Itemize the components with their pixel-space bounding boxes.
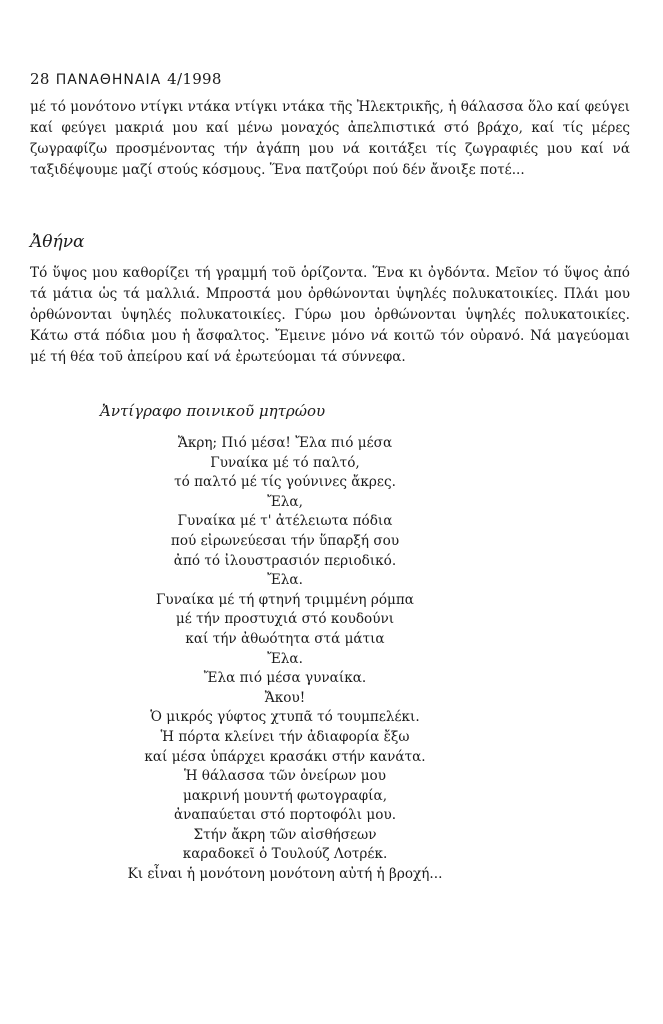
poem-line: Ἄκου!: [264, 689, 306, 706]
poem-line: τό παλτό μέ τίς γούνινες ἄκρες.: [174, 474, 396, 491]
poem-line: πού εἰρωνεύεσαι τήν ὕπαρξή σου: [170, 532, 400, 549]
poem-line: Στήν ἄκρη τῶν αἰσθήσεων: [193, 826, 377, 843]
magazine-title: ΠΑΝΑΘΗΝΑΙΑ: [55, 72, 162, 88]
poem-line: καραδοκεῖ ὁ Τουλούζ Λοτρέκ.: [182, 846, 388, 863]
poem-line: Γυναίκα μέ τ' ἀτέλειωτα πόδια: [177, 513, 393, 530]
poem-line: ἀπό τό ἰλουστρασιόν περιοδικό.: [173, 552, 397, 569]
poem-line: καί τήν ἀθωότητα στά μάτια: [185, 630, 385, 647]
poem-line: Ἔλα πιό μέσα γυναίκα.: [203, 670, 367, 687]
poem-line: ἀναπαύεται στό πορτοφόλι μου.: [173, 807, 397, 824]
poem-line: Ἄκρη; Πιό μέσα! Ἔλα πιό μέσα: [177, 435, 393, 451]
poem-line: μέ τήν προστυχιά στό κουδούνι: [175, 611, 395, 628]
poem-line: μακρινή μουντή φωτογραφία,: [182, 787, 388, 804]
page-header: [30, 70, 222, 88]
paragraph-2: Τό ὕψος μου καθορίζει τή γραμμή τοῦ ὁρίζοντα. Ἕνα κι ὀγδόντα. Μεῖον τό ὕψος ἀπό τά μάτια ὡς τά μαλλιά. Μπροστά μου ὀρθώνονται ὑψηλές πολυκατοικίες. Πλάι μου ὀρθώνονται ὑψηλές πολυκατοικίες. Γύρω μου ὀρθώνονται ὑψηλές πολυκατοικίες. Κάτω στά πόδια μου ἡ ἄσφαλτος. Ἔμεινε μόνο νά κοιτῶ τόν οὐρανό. Νά μαγεύομαι μέ τή θέα τοῦ ἀπείρου καί νά ἐρωτεύομαι τά σύννεφα.: [30, 265, 630, 365]
poem-line: Γυναίκα μέ τή φτηνή τριμμένη ρόμπα: [156, 591, 414, 608]
issue-number: 4/1998: [167, 70, 222, 88]
poem-line: Ἔλα,: [267, 493, 303, 510]
poem-line: Ὁ μικρός γύφτος χτυπᾶ τό τουμπελέκι.: [150, 709, 420, 726]
poem-line: Κι εἶναι ἡ μονότονη μονότονη αὐτή ἡ βροχή...: [127, 866, 443, 883]
poem-title: Ἀντίγραφο ποινικοῦ μητρώου: [100, 402, 326, 420]
poem: [60, 434, 510, 885]
paragraph-1: μέ τό μονότονο ντίγκι ντάκα ντίγκι ντάκα τῆς Ἠλεκτρικῆς, ἡ θάλασσα ὅλο καί φεύγει καί φεύγει μακριά μου καί μένω μοναχός ἀπελπιστικά στό βράχο, καί τίς μέρες ζωγραφίζω προσμένοντας τήν ἀγάπη μου νά κοιτάξει τίς ζωγραφιές μου καί νά ταξιδέψουμε μαζί στούς κόσμους. Ἕνα πατζούρι πού δέν ἄνοιξε ποτέ...: [30, 99, 630, 178]
poem-line: Ἡ θάλασσα τῶν ὀνείρων μου: [184, 768, 386, 785]
poem-line: Ἡ πόρτα κλείνει τήν ἀδιαφορία ἔξω: [160, 728, 410, 745]
poem-line: Ἔλα.: [267, 650, 303, 667]
page-number: 28: [30, 70, 50, 88]
poem-line: Γυναίκα μέ τό παλτό,: [210, 454, 360, 471]
poem-line: καί μέσα ὑπάρχει κρασάκι στήν κανάτα.: [144, 748, 426, 765]
section-title: Ἀθήνα: [30, 232, 85, 252]
poem-line: Ἔλα.: [267, 572, 303, 589]
